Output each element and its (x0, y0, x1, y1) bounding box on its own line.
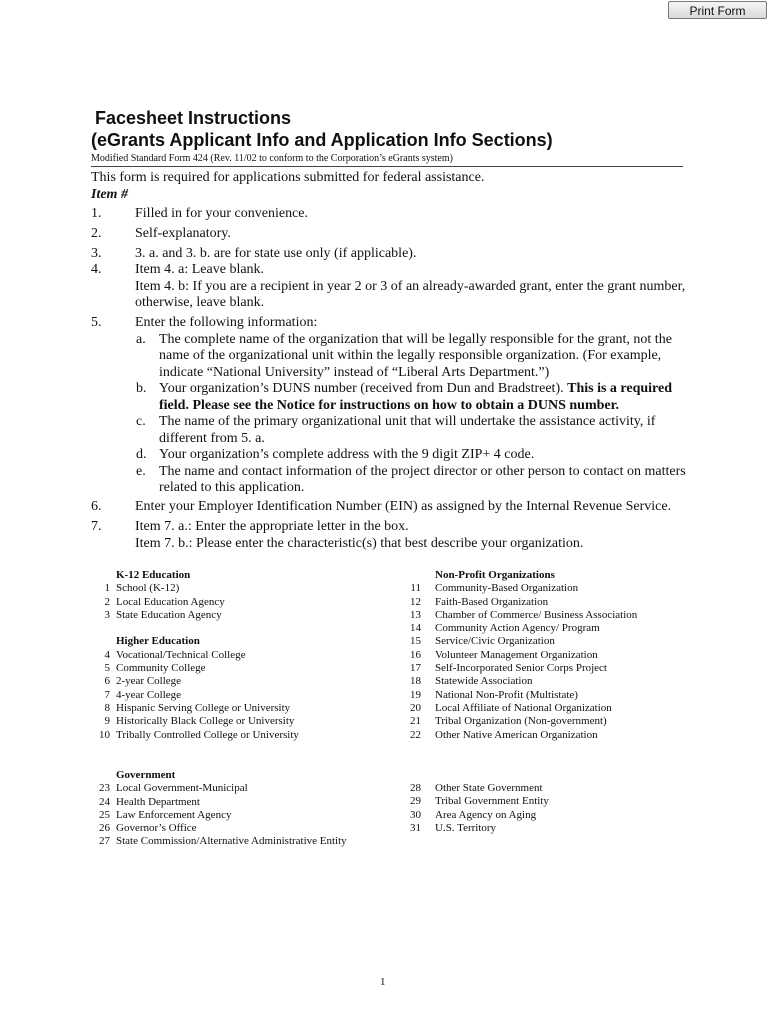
sub-item-text: Your organization’s DUNS number (received from Dun and Bradstreet). (159, 381, 568, 396)
instruction-3 (91, 246, 691, 263)
code-row (91, 729, 381, 742)
code-row (402, 609, 702, 622)
code-row (402, 822, 702, 835)
section-header-non-profit: Non-Profit Organizations (435, 569, 555, 581)
instruction-5 (91, 315, 691, 497)
instruction-text-a: Item 7. a.: Enter the appropriate letter in the box. (135, 519, 409, 534)
code-label: Hispanic Serving College or University (116, 701, 291, 714)
code-number: 21 (410, 715, 421, 728)
code-row (91, 649, 381, 662)
code-row (91, 662, 381, 675)
code-label: Tribally Controlled College or University (116, 728, 299, 741)
code-label: 2-year College (116, 675, 182, 688)
code-number: 23 (99, 782, 110, 795)
code-label: Other Native American Organization (435, 728, 598, 741)
code-row (91, 835, 391, 848)
sub-item-e (136, 463, 691, 497)
code-label: Local Education Agency (116, 595, 225, 608)
sub-item-a (136, 331, 691, 382)
code-label: 4-year College (116, 688, 182, 701)
code-number: 16 (410, 648, 421, 661)
print-form-button[interactable]: Print Form (668, 1, 767, 19)
code-number: 8 (104, 701, 110, 714)
code-row (91, 596, 381, 609)
code-label: Faith-Based Organization (435, 595, 549, 608)
instruction-text: 3. a. and 3. b. are for state use only (if applicable). (135, 246, 417, 261)
code-label: U.S. Territory (435, 821, 497, 834)
sub-item-letter: e. (136, 463, 146, 479)
codes-left-column (91, 569, 381, 742)
code-row (402, 635, 702, 648)
instruction-number: 5. (91, 315, 102, 330)
code-label: Community-Based Organization (435, 582, 579, 595)
code-number: 11 (410, 582, 421, 595)
code-label: National Non-Profit (Multistate) (435, 688, 578, 701)
instruction-text-b: Item 7. b.: Please enter the characteristic(s) that best describe your organization. (135, 535, 584, 551)
sub-item-text: The name of the primary organizational unit that will undertake the assistance activity, if different from 5. a. (159, 414, 656, 446)
code-number: 17 (410, 662, 421, 675)
sub-item-c (136, 414, 691, 447)
code-number: 25 (99, 808, 110, 821)
code-number: 18 (410, 675, 421, 688)
code-label: Tribal Government Entity (435, 795, 549, 808)
page-title (91, 107, 553, 151)
code-number: 24 (99, 795, 110, 808)
code-row (91, 715, 381, 728)
codes-government-right-column (402, 782, 702, 835)
title-line-1: Facesheet Instructions (95, 108, 292, 128)
sub-item-letter: b. (136, 381, 147, 396)
instruction-7 (91, 519, 691, 552)
code-row (91, 582, 381, 595)
code-row (402, 596, 702, 609)
code-row (91, 609, 381, 622)
instruction-text: Enter the following information: (135, 315, 318, 330)
code-row (91, 702, 381, 715)
code-number: 9 (104, 715, 110, 728)
code-label: School (K-12) (116, 582, 180, 595)
code-number: 4 (104, 648, 110, 661)
instruction-2 (91, 226, 691, 243)
code-number: 10 (99, 728, 110, 741)
code-row (402, 675, 702, 688)
code-label: Tribal Organization (Non-government) (435, 715, 607, 728)
code-number: 20 (410, 701, 421, 714)
instruction-4 (91, 262, 691, 312)
code-row (402, 662, 702, 675)
sub-item-text: The name and contact information of the project director or other person to contact on matters related to this application. (159, 463, 686, 495)
code-label: Health Department (116, 795, 200, 808)
form-subtitle: Modified Standard Form 424 (Rev. 11/02 to conform to the Corporation’s eGrants system) (91, 152, 683, 167)
code-row (402, 795, 702, 808)
code-row (91, 782, 391, 795)
code-label: Other State Government (435, 782, 543, 794)
sub-item-d (136, 447, 691, 464)
instruction-number: 1. (91, 206, 102, 221)
title-line-2: (eGrants Applicant Info and Application Info Sections) (91, 130, 553, 150)
code-row (91, 675, 381, 688)
sub-item-b (136, 381, 691, 414)
code-label: Local Affiliate of National Organization (435, 701, 612, 714)
code-label: Area Agency on Aging (435, 808, 537, 821)
instruction-number: 7. (91, 519, 102, 534)
code-number: 13 (410, 608, 421, 621)
instruction-text: Filled in for your convenience. (135, 206, 309, 221)
code-label: Law Enforcement Agency (116, 808, 232, 821)
code-row (402, 702, 702, 715)
code-label: Service/Civic Organization (435, 635, 555, 648)
sub-item-letter: c. (136, 414, 146, 429)
code-number: 22 (410, 728, 421, 741)
code-number: 19 (410, 688, 421, 701)
instruction-text: Self-explanatory. (135, 226, 231, 241)
code-row (91, 689, 381, 702)
code-label: Self-Incorporated Senior Corps Project (435, 662, 607, 675)
sub-item-text: The complete name of the organization that will be legally responsible for the grant, not the name of the organizational unit within the legally responsible organization. (For example, indicate “National University” instead of “Liberal Arts Department.”) (159, 331, 672, 380)
code-number: 5 (104, 662, 110, 675)
section-header-higher-education: Higher Education (116, 635, 200, 648)
code-number: 30 (410, 808, 421, 821)
code-number: 3 (104, 608, 110, 621)
instruction-text-b: Item 4. b: If you are a recipient in year 2 or 3 of an already-awarded grant, enter the grant number, otherwise, leave blank. (135, 278, 686, 310)
sub-item-bold-text: This is a required field. Please see the Notice for instructions on how to obtain a DUNS number. (159, 381, 673, 413)
code-label: Chamber of Commerce/ Business Association (435, 608, 638, 621)
code-number: 31 (410, 821, 421, 834)
codes-right-column (402, 569, 702, 742)
code-number: 12 (410, 595, 421, 608)
sub-item-text: Your organization’s complete address with the 9 digit ZIP+ 4 code. (159, 447, 535, 462)
code-number: 6 (104, 675, 110, 688)
code-number: 7 (104, 688, 110, 701)
code-row (402, 715, 702, 728)
codes-government-column (91, 769, 391, 849)
instruction-text-a: Item 4. a: Leave blank. (135, 262, 265, 277)
section-header-government: Government (116, 769, 176, 781)
code-number: 15 (410, 635, 421, 648)
code-row (402, 649, 702, 662)
code-row (402, 622, 702, 635)
item-header: Item # (91, 187, 128, 202)
code-row (402, 809, 702, 822)
code-row (91, 822, 391, 835)
sub-item-letter: d. (136, 447, 147, 462)
code-number: 28 (410, 782, 421, 794)
page-number: 1 (380, 976, 386, 988)
code-label: Statewide Association (435, 675, 533, 688)
code-label: State Education Agency (116, 608, 222, 621)
code-number: 1 (104, 582, 110, 595)
code-label: Governor’s Office (116, 822, 197, 835)
code-number: 14 (410, 622, 421, 635)
code-label: Historically Black College or University (116, 715, 295, 728)
instruction-number: 2. (91, 226, 102, 241)
code-label: State Commission/Alternative Administrative Entity (116, 835, 347, 848)
intro-text: This form is required for applications submitted for federal assistance. (91, 170, 485, 185)
instruction-number: 6. (91, 499, 102, 514)
code-number: 2 (104, 595, 110, 608)
instruction-1 (91, 206, 691, 223)
code-number: 29 (410, 795, 421, 808)
code-row (402, 729, 702, 742)
code-label: Volunteer Management Organization (435, 648, 598, 661)
code-row (402, 689, 702, 702)
instruction-number: 4. (91, 262, 102, 277)
code-label: Local Government-Municipal (116, 782, 248, 795)
section-header-k12: K-12 Education (116, 569, 191, 581)
code-number: 27 (99, 835, 110, 848)
code-row (91, 809, 391, 822)
code-number: 26 (99, 822, 110, 835)
instruction-number: 3. (91, 246, 102, 261)
code-label: Community Action Agency/ Program (435, 622, 600, 635)
code-row (402, 582, 702, 595)
code-label: Community College (116, 662, 206, 675)
instruction-6 (91, 499, 691, 516)
code-row (91, 796, 391, 809)
sub-item-letter: a. (136, 331, 146, 347)
code-row (402, 782, 702, 795)
code-label: Vocational/Technical College (116, 648, 246, 661)
instruction-text: Enter your Employer Identification Number (EIN) as assigned by the Internal Revenue Service. (135, 499, 672, 514)
